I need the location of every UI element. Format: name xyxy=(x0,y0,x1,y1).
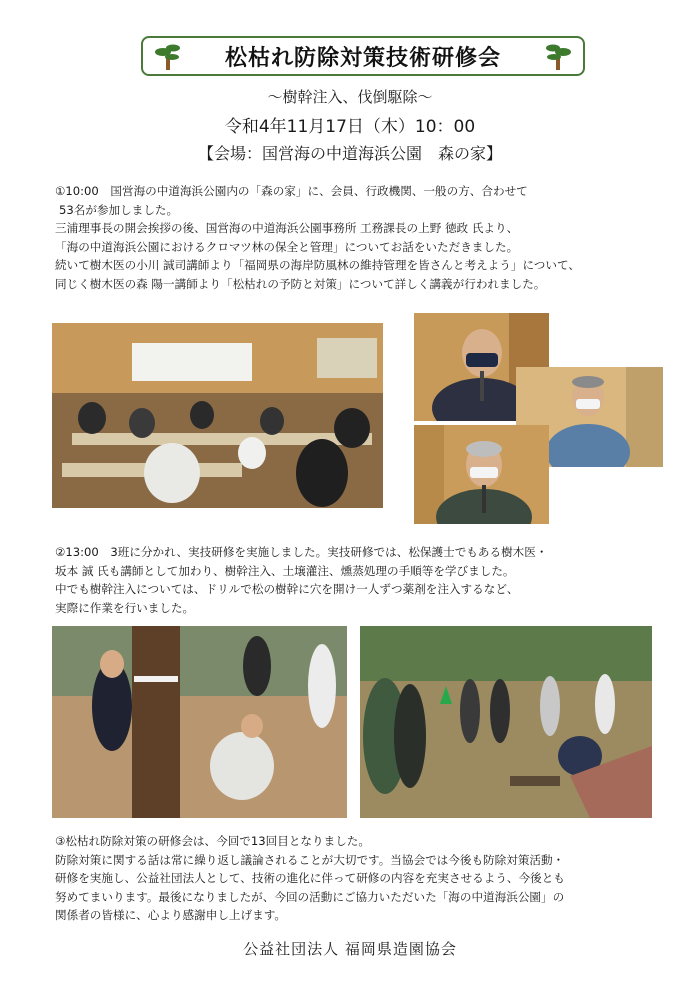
photo-tree-injection xyxy=(52,626,347,818)
photo-lecture-room xyxy=(52,323,383,508)
subtitle: ～樹幹注入、伐倒駆除～ xyxy=(267,88,433,106)
section-2-text: ②13:00 3班に分かれ、実技研修を実施しました。実技研修では、松保護士でもある樹木医・ 坂本 誠 氏も講師として加わり、樹幹注入、土壌灌注、燻蒸処理の手順等を学びました。 中でも樹幹注入については、ドリルで松の樹幹に穴を開け一人ずつ薬剤を注入するなど、 実際に作業を行いました。 xyxy=(55,545,548,615)
event-datetime: 令和4年11月17日（木）10：00 xyxy=(224,117,476,137)
section-3-text: ③松枯れ防除対策の研修会は、今回で13回目となりました。 防除対策に関する話は常に繰り返し議論されることが大切です。当協会では今後も防除対策活動・ 研修を実施し、公益社団法人として、技術の進化に伴って研修の内容を充実させるよう、今後とも 努めてまいります。最後になりましたが、今回の活動にご協力いただいた「海の中道海浜公園」の 関係者の皆様に、心より感謝申し上げます。 xyxy=(55,834,565,923)
pine-tree-icon xyxy=(153,42,183,72)
organization-name: 公益社団法人 福岡県造園協会 xyxy=(243,940,457,958)
title-frame xyxy=(141,36,585,76)
page-title: 松枯れ防除対策技術研修会 xyxy=(224,45,501,71)
event-venue: 【会場：国営海の中道海浜公園 森の家】 xyxy=(197,144,502,163)
section-1-text: ①10:00 国営海の中道海浜公園内の「森の家」に、会員、行政機関、一般の方、合わせて 53名が参加しました。 三浦理事長の開会挨拶の後、国営海の中道海浜公園事務所 工務課長の上野 徳政 氏より、 「海の中道海浜公園におけるクロマツ林の保全と管理」についてお話をいただきました。 続いて樹木医の小川 誠司講師より「福岡県の海岸防風林の維持管理を皆さんと考えよう」について、 同じく樹木医の森 陽一講師より「松枯れの予防と対策」について詳しく講義が行われました。 xyxy=(55,184,580,291)
pine-tree-icon xyxy=(543,42,573,72)
photo-field-group xyxy=(360,626,652,818)
photo-speaker-3 xyxy=(414,425,549,524)
